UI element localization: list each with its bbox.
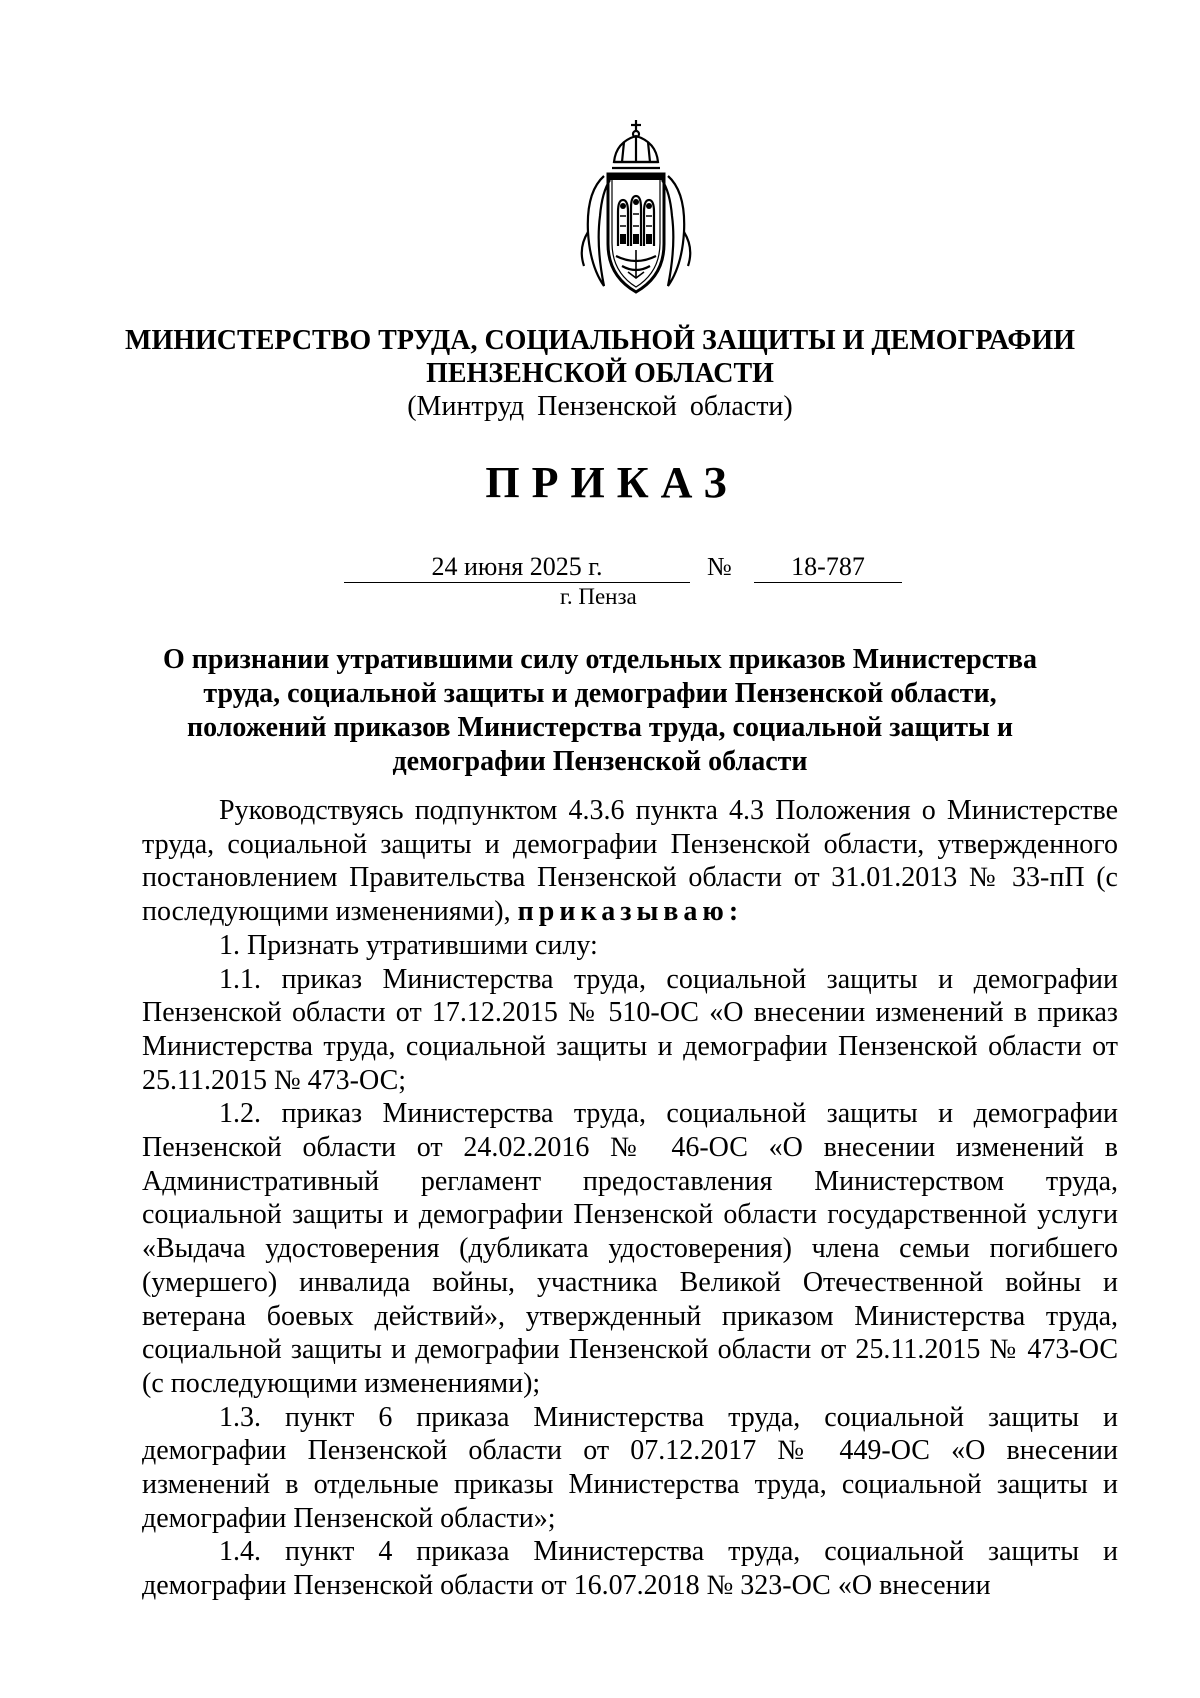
ministry-name-line-2: ПЕНЗЕНСКОЙ ОБЛАСТИ xyxy=(426,358,774,389)
document-type-title: ПРИКАЗ xyxy=(485,458,739,507)
preamble-paragraph xyxy=(142,794,1118,929)
coat-of-arms-icon xyxy=(574,116,698,302)
order-number: 18-787 xyxy=(754,552,902,583)
item-1-4: 1.4. пункт 4 приказа Министерства труда, социальной защиты и демографии Пензенской области от 16.07.2018 № 323-ОС «О внесении xyxy=(142,1536,1118,1602)
order-word: приказываю: xyxy=(517,896,744,928)
ministry-short-name: (Минтруд Пензенской области) xyxy=(407,391,793,422)
item-1-3: 1.3. пункт 6 приказа Министерства труда, социальной защиты и демографии Пензенской области от 07.12.2017 № 449-ОС «О внесении изменений в отдельные приказы Министерства труда, социальной защиты и демографии Пензенской области»; xyxy=(142,1401,1118,1534)
coat-of-arms-drawing xyxy=(574,116,698,302)
order-city: г. Пенза xyxy=(560,584,637,609)
item-1-1: 1.1. приказ Министерства труда, социальной защиты и демографии Пензенской области от 17.12.2015 № 510-ОС «О внесении изменений в приказ Министерства труда, социальной защиты и демографии Пензенской области от 25.11.2015 № 473-ОС; xyxy=(142,963,1118,1096)
item-1-2: 1.2. приказ Министерства труда, социальной защиты и демографии Пензенской области от 24.02.2016 № 46-ОС «О внесении изменений в Административный регламент предоставления Министерством труда, социальной защиты и демографии Пензенской области государственной услуги «Выдача удостоверения (дубликата удостоверения) члена семьи погибшего (умершего) инвалида войны, участника Великой Отечественной войны и ветерана боевых действий», утвержденный приказом Министерства труда, социальной защиты и демографии Пензенской области от 25.11.2015 № 473-ОС (с последующими изменениями); xyxy=(142,1098,1118,1399)
item-1: 1. Признать утратившими силу: xyxy=(219,929,598,961)
ministry-name-line-1: МИНИСТЕРСТВО ТРУДА, СОЦИАЛЬНОЙ ЗАЩИТЫ И ДЕМОГРАФИИ xyxy=(125,325,1075,356)
preamble-text: Руководствуясь подпунктом 4.3.6 пункта 4.3 Положения о Министерстве труда, социальной защиты и демографии Пензенской области, утвержденного постановлением Правительства Пензенской области от 31.01.2013 № 33-пП (с последующими изменениями), xyxy=(142,795,1118,928)
order-date: 24 июня 2025 г. xyxy=(344,552,690,583)
order-body xyxy=(142,794,1118,1603)
number-sign: № xyxy=(707,552,732,581)
order-subject: О признании утратившими силу отдельных приказов Министерства труда, социальной защиты и демографии Пензенской области, положений приказов Министерства труда, социальной защиты и демографии Пензенской области xyxy=(162,644,1038,777)
